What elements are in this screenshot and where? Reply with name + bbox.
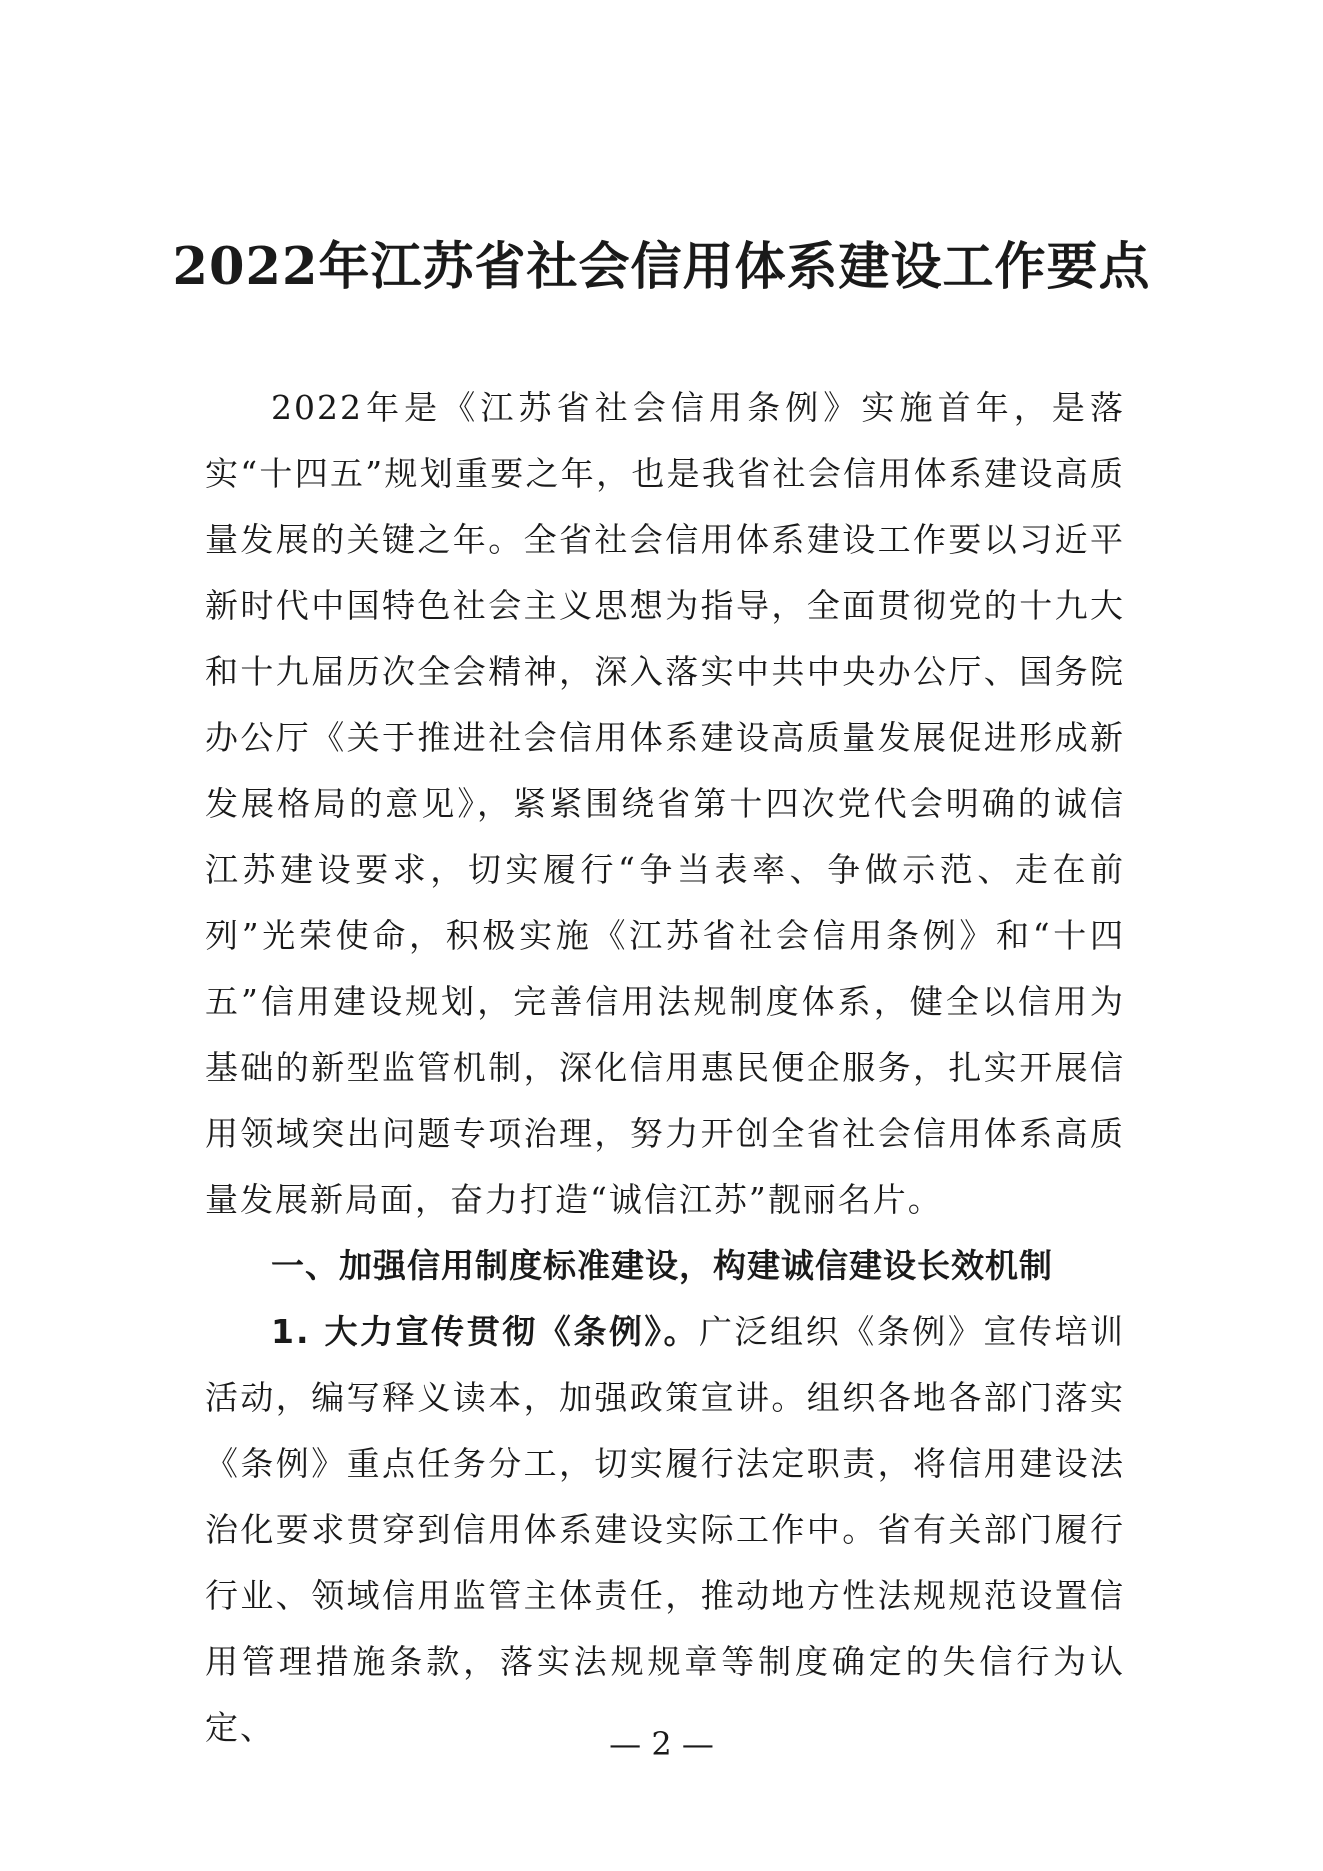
- item-text: 广泛组织《条例》宣传培训活动，编写释义读本，加强政策宣讲。组织各地各部门落实《条例》重点任务分工，切实履行法定职责，将信用建设法治化要求贯穿到信用体系建设实际工作中。省有关部门履行行业、领域信用监管主体责任，推动地方性法规规范设置信用管理措施条款，落实法规规章等制度确定的失信行为认定、: [205, 1312, 1125, 1747]
- section-heading: 一、加强信用制度标准建设，构建诚信建设长效机制: [271, 1246, 1053, 1285]
- document-body: [205, 375, 1125, 1761]
- item-lead: 1. 大力宣传贯彻《条例》。: [271, 1312, 700, 1351]
- intro-paragraph: 2022年是《江苏省社会信用条例》实施首年，是落实“十四五”规划重要之年，也是我省社会信用体系建设高质量发展的关键之年。全省社会信用体系建设工作要以习近平新时代中国特色社会主义思想为指导，全面贯彻党的十九大和十九届历次全会精神，深入落实中共中央办公厅、国务院办公厅《关于推进社会信用体系建设高质量发展促进形成新发展格局的意见》，紧紧围绕省第十四次党代会明确的诚信江苏建设要求，切实履行“争当表率、争做示范、走在前列”光荣使命，积极实施《江苏省社会信用条例》和“十四五”信用建设规划，完善信用法规制度体系，健全以信用为基础的新型监管机制，深化信用惠民便企服务，扎实开展信用领域突出问题专项治理，努力开创全省社会信用体系高质量发展新局面，奋力打造“诚信江苏”靓丽名片。: [205, 388, 1125, 1219]
- page-number: — 2 —: [609, 1725, 714, 1763]
- item-paragraph: [205, 1299, 1125, 1761]
- document-title: 2022年江苏省社会信用体系建设工作要点: [172, 237, 1151, 297]
